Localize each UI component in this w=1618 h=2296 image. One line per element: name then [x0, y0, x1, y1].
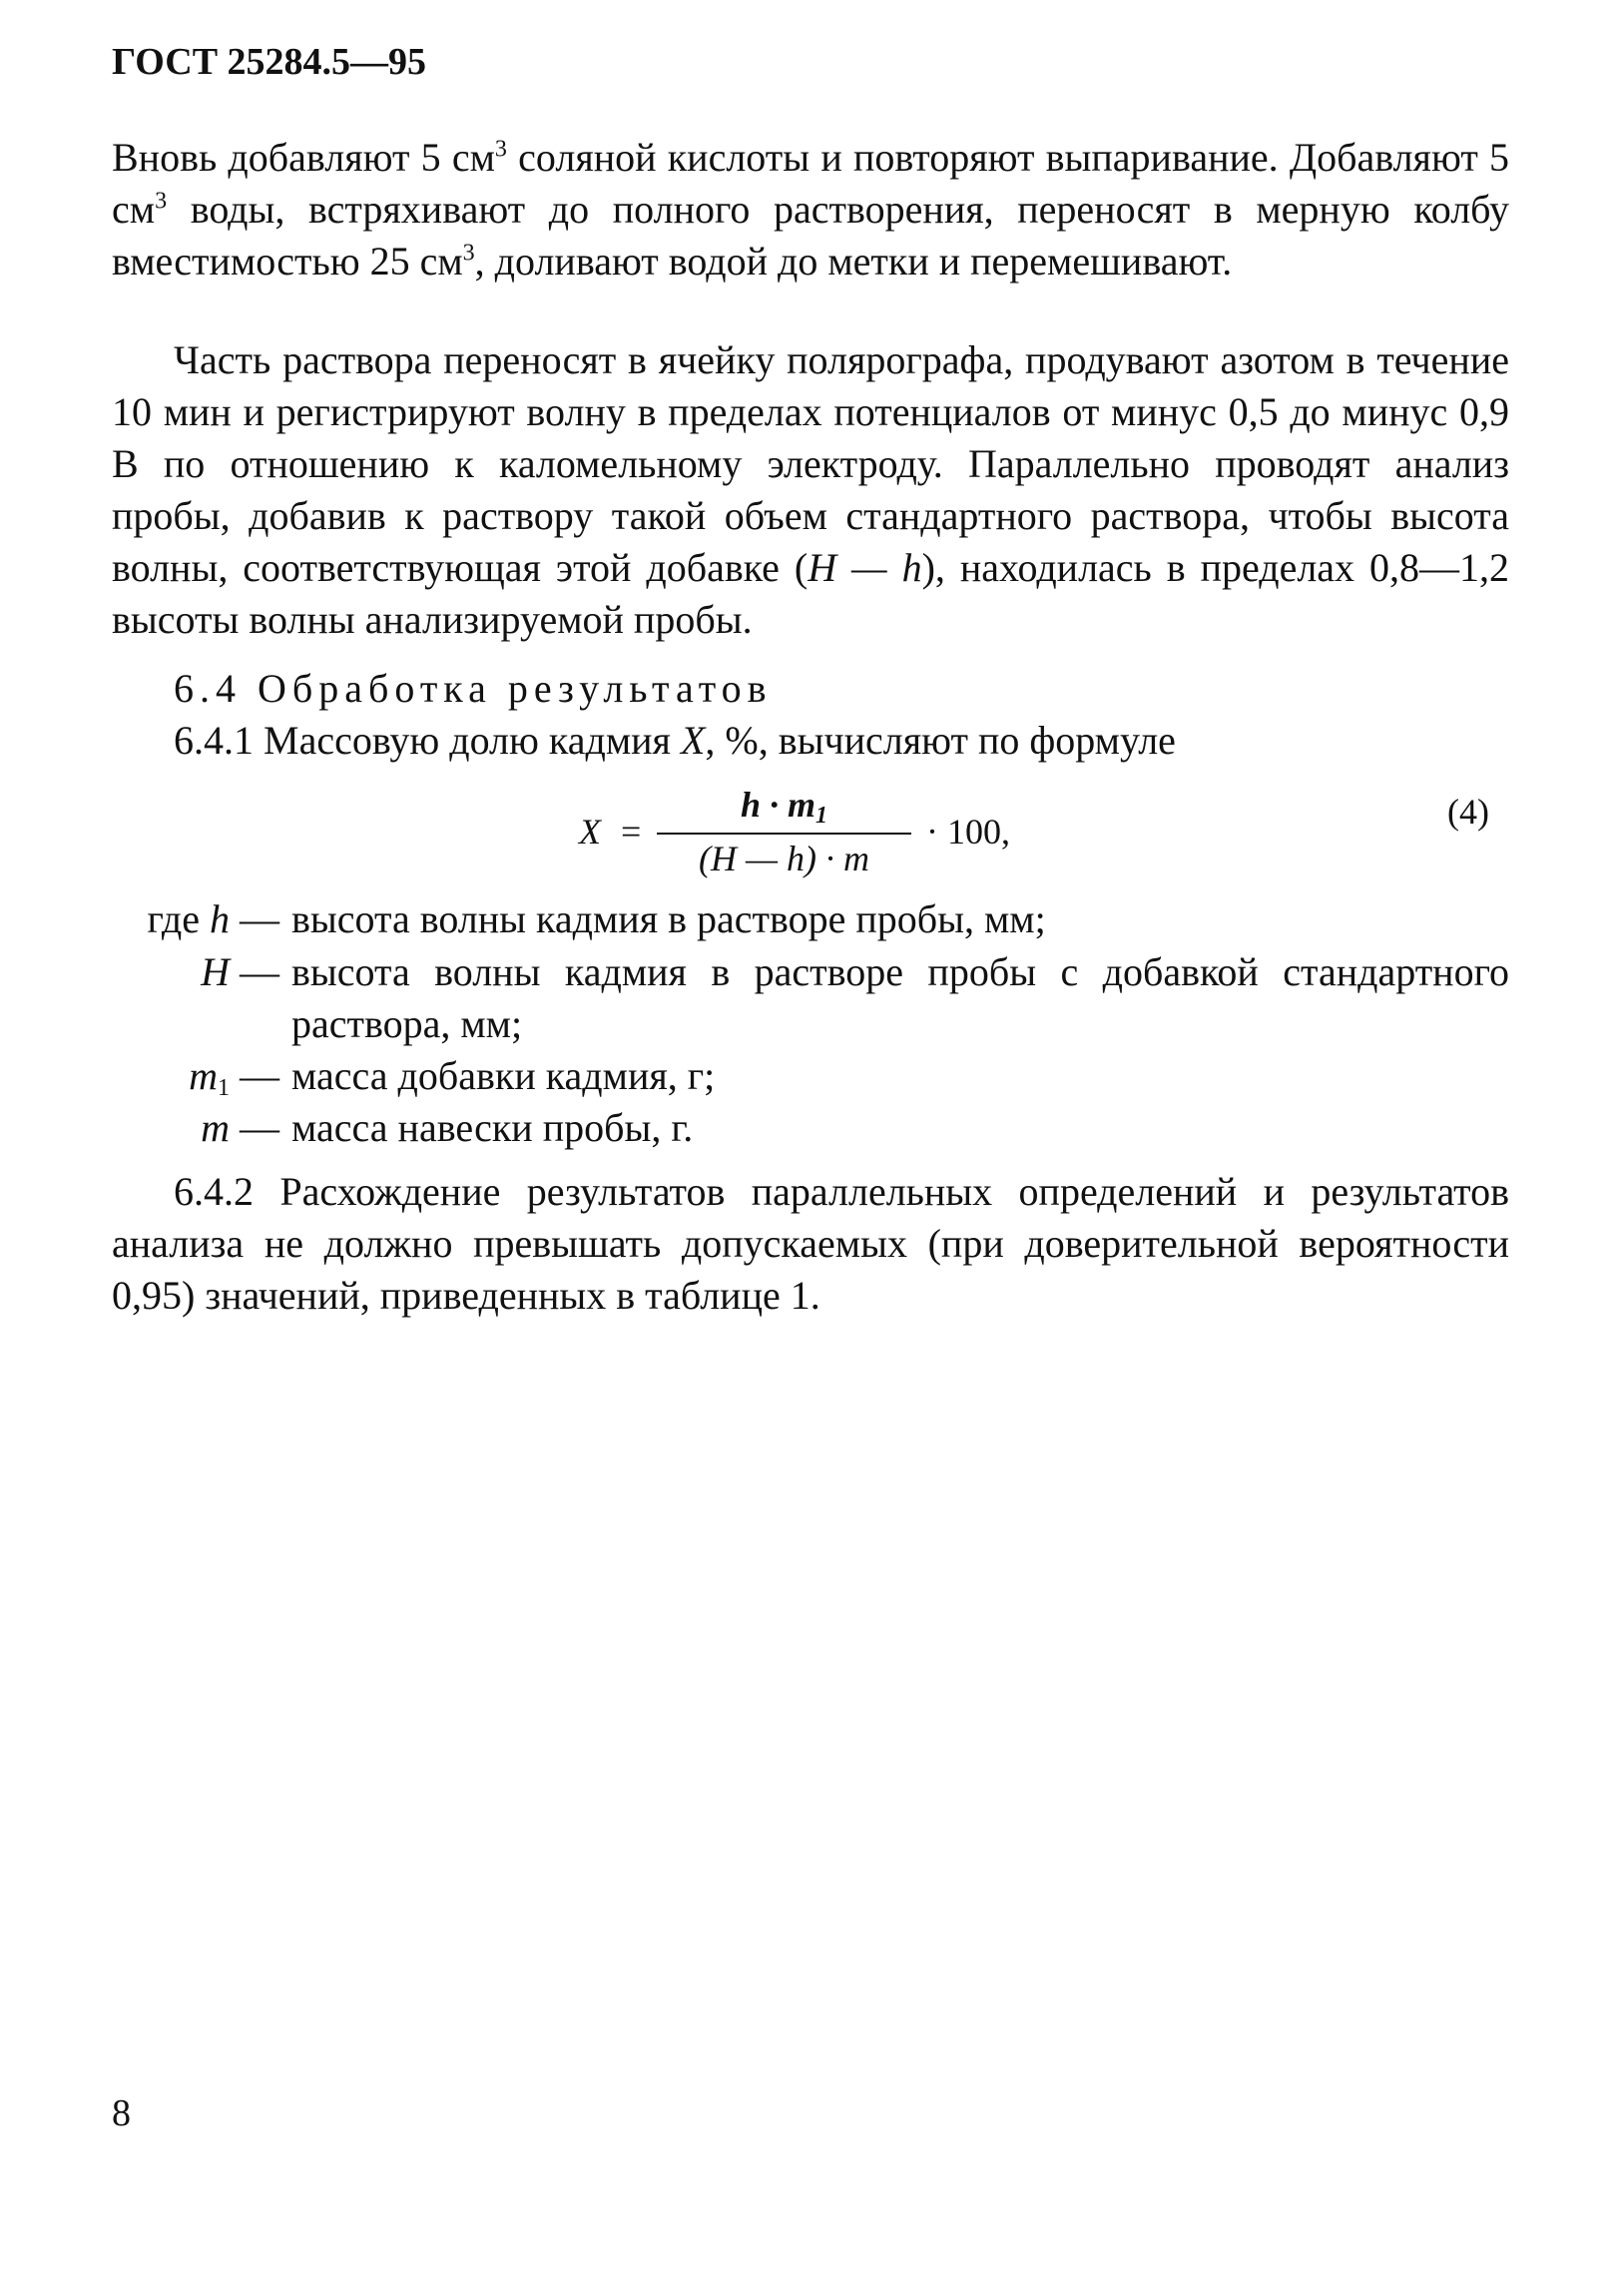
- section-heading: 6.4 Обработка результатов: [174, 666, 773, 711]
- document-header: ГОСТ 25284.5—95: [112, 41, 427, 83]
- formula-lhs: X: [579, 812, 601, 852]
- numerator-text: h · m: [740, 785, 816, 825]
- definition-dash: —: [230, 896, 279, 941]
- superscript: 3: [494, 136, 507, 163]
- formula-numerator: [657, 784, 911, 830]
- paragraph-text: соляной кислоты и повторяют выпаривание. Добавляют 5 см: [112, 135, 1510, 232]
- paragraph-discrepancy: 6.4.2 Расхождение результатов параллельных определений и результатов анализа не должно превышать допускаемых (при доверительной вероятности 0,95) значений, приведенных в таблице 1.: [112, 1169, 1509, 1318]
- variable-x: X: [680, 718, 706, 763]
- paragraph-text: Часть раствора переносят в ячейку полярографа, продувают азотом в течение 10 мин и регистрируют волну в пределах потенциалов от минус 0,5 до минус 0,9 В по отношению к каломельному электроду. Параллельно проводят анализ пробы, добавив к раствору такой объем стандартного раствора, чтобы высота волны, соответствующая этой добавке (: [112, 337, 1509, 590]
- symbol: m: [189, 1053, 218, 1098]
- formula-number: (4): [1447, 792, 1489, 832]
- paragraph-text: ), находилась в пределах 0,8—1,2 высоты волны анализируемой пробы.: [112, 545, 1509, 642]
- definition-symbol: [112, 946, 279, 1010]
- expression-h-diff: H — h: [808, 545, 922, 590]
- definition-text: масса навески пробы, г.: [291, 1105, 694, 1150]
- definition-text: высота волны кадмия в растворе пробы с добавкой стандартного раствора, мм;: [291, 949, 1509, 1046]
- symbol-subscript: 1: [218, 1075, 230, 1101]
- paragraph-polarograph: [112, 334, 1509, 646]
- subsection-text: , %, вычисляют по формуле: [705, 718, 1176, 763]
- formula-denominator: (H — h) · m: [699, 839, 869, 878]
- definition-dash: —: [230, 1105, 279, 1150]
- numerator-subscript: 1: [815, 803, 828, 829]
- definition-symbol: [112, 1102, 279, 1166]
- paragraph-text: , доливают водой до метки и перемешивают.: [474, 239, 1233, 284]
- paragraph-text: воды, встряхивают до полного растворения, переносят в мерную колбу вместимостью 25 см: [112, 187, 1509, 284]
- formula-multiplier: · 100,: [926, 812, 1010, 852]
- symbol: H: [201, 949, 230, 994]
- definition-dash: —: [230, 949, 279, 994]
- paragraph-evaporation: [112, 132, 1509, 287]
- definition-dash: —: [230, 1053, 279, 1098]
- symbol: h: [210, 896, 230, 941]
- superscript: 3: [155, 188, 168, 215]
- definition-text: высота волны кадмия в растворе пробы, мм;: [291, 896, 1046, 941]
- page-number: 8: [112, 2092, 131, 2134]
- paragraph-text: Вновь добавляют 5 см: [112, 135, 495, 180]
- fraction-bar: [657, 833, 911, 835]
- symbol: m: [201, 1105, 230, 1150]
- subsection-text: 6.4.1 Массовую долю кадмия: [174, 718, 681, 763]
- definition-text: масса добавки кадмия, г;: [291, 1053, 716, 1098]
- definition-prefix: где: [147, 896, 210, 941]
- formula-equals: =: [621, 812, 642, 852]
- subsection-heading: [174, 715, 1176, 767]
- superscript: 3: [462, 240, 475, 267]
